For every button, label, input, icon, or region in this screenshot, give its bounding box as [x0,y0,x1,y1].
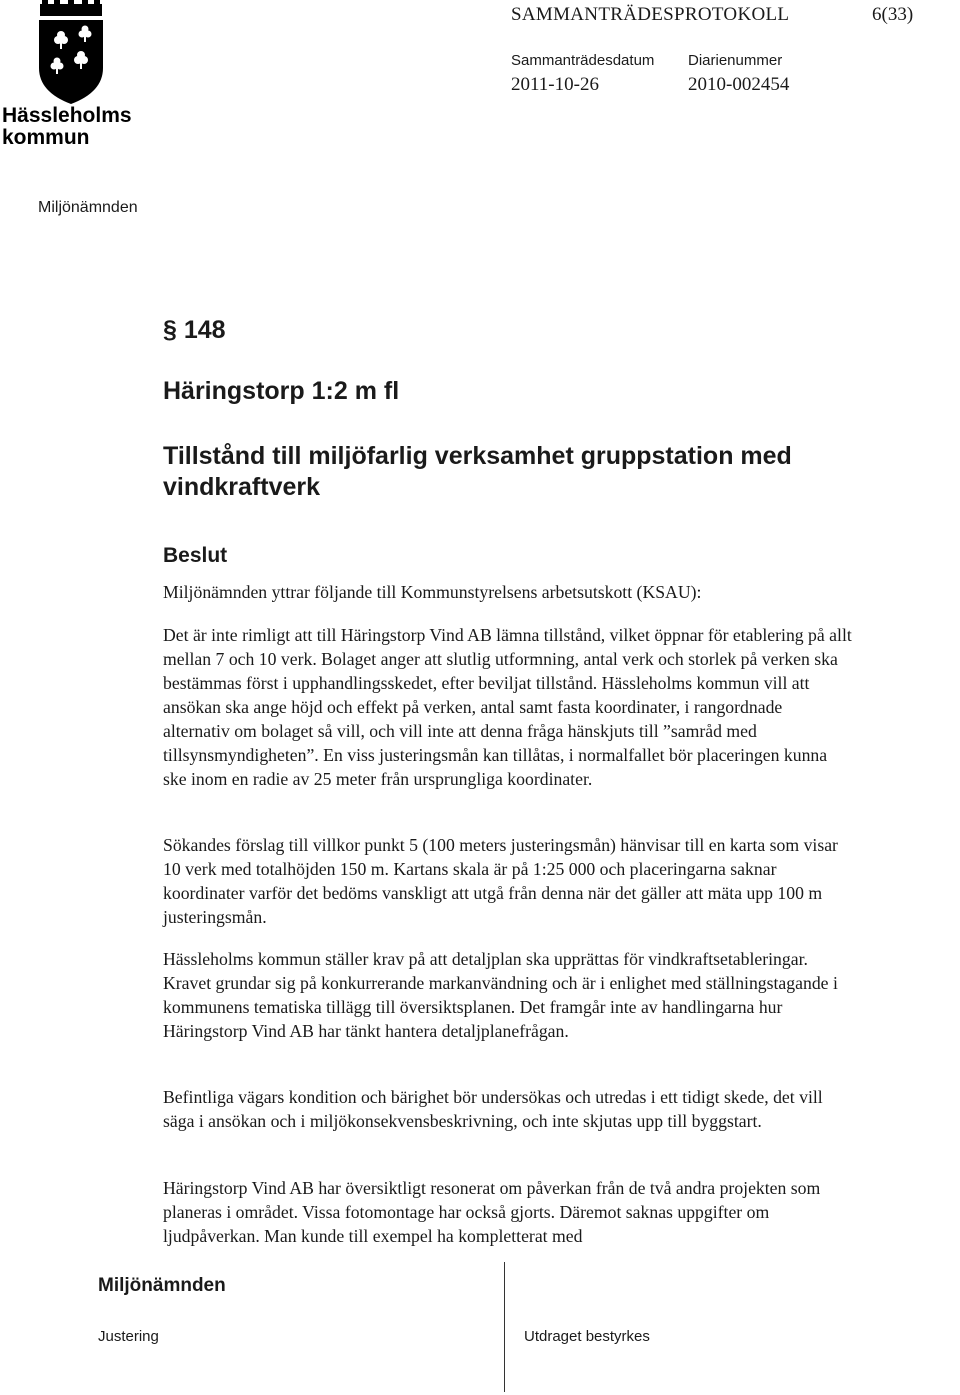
certified-extract-label: Utdraget bestyrkes [524,1328,650,1345]
decision-heading: Beslut [163,544,228,567]
footer-divider [504,1262,505,1392]
property-heading: Häringstorp 1:2 m fl [163,377,400,405]
meeting-date: 2011-10-26 [511,74,599,95]
page-number: 6(33) [872,4,914,25]
paragraph: Häringstorp Vind AB har översiktligt resonerat om påverkan från de två andra projekten som planeras i området. Vissa fotomontage har också gjorts. Däremot saknas uppgifter om ljudpåverkan. Man kunde till exempel ha kompletterat med [163,1178,821,1246]
section-number: § 148 [163,316,226,344]
paragraph: Sökandes förslag till villkor punkt 5 (100 meters justeringsmån) hänvisar till en karta som visar 10 verk med totalhöjden 150 m. Kartans skala är på 1:25 000 och placeringarna saknar koordinater varför det bedöms vanskligt att utgå från denna när det gäller att mäta upp 100 m justeringsmån. [163,835,838,927]
justering-label: Justering [98,1328,159,1345]
paragraph: Hässleholms kommun ställer krav på att detaljplan ska upprättas för vindkraftsetableringar. Kravet grundar sig på konkurrerande markanvändning och är i enlighet med ställningstagande i kommunens tematiska tillägg till översiktsplanen. Det framgår inte av handlingarna hur Häringstorp Vind AB har tänkt hantera detaljplanefrågan. [163,949,838,1041]
footer-department: Miljönämnden [98,1275,226,1296]
reference-number: 2010-002454 [688,74,790,95]
decision-intro: Miljönämnden yttrar följande till Kommunstyrelsens arbetsutskott (KSAU): [163,582,702,602]
meeting-date-label: Sammanträdesdatum [511,52,655,69]
paragraph: Befintliga vägars kondition och bärighet bör undersökas och utredas i ett tidigt skede, det vill säga i ansökan och i miljökonsekvensbeskrivning, och inte skjutas upp till byggstart. [163,1087,823,1131]
document-type: SAMMANTRÄDESPROTOKOLL [511,4,790,25]
reference-number-label: Diarienummer [688,52,783,69]
logo-text-kommun: kommun [2,126,90,149]
logo-text-hassleholms: Hässleholms [2,104,132,127]
department-name: Miljönämnden [38,199,138,216]
paragraph: Det är inte rimligt att till Häringstorp Vind AB lämna tillstånd, vilket öppnar för etablering på allt mellan 7 och 10 verk. Bolaget anger att slutlig utformning, antal verk och storlek på verken ska bestämmas först i upphandlingsskedet, efter beviljat tillstånd. Hässleholms kommun vill att ansökan ska ange höjd och effekt på verken, antal samt fasta koordinater, i rangordnade alternativ om bolaget så vill, och vill inte att denna fråga hänskjuts till ”samråd med tillsynsmyndigheten”. En viss justeringsmån kan tillåtas, i normalfallet bör placeringen kunna ske inom en radie av 25 meter från ursprungliga koordinater. [163,625,852,789]
matter-title: Tillstånd till miljöfarlig verksamhet gruppstation med vindkraftverk [163,442,792,501]
municipality-logo [2,0,148,155]
